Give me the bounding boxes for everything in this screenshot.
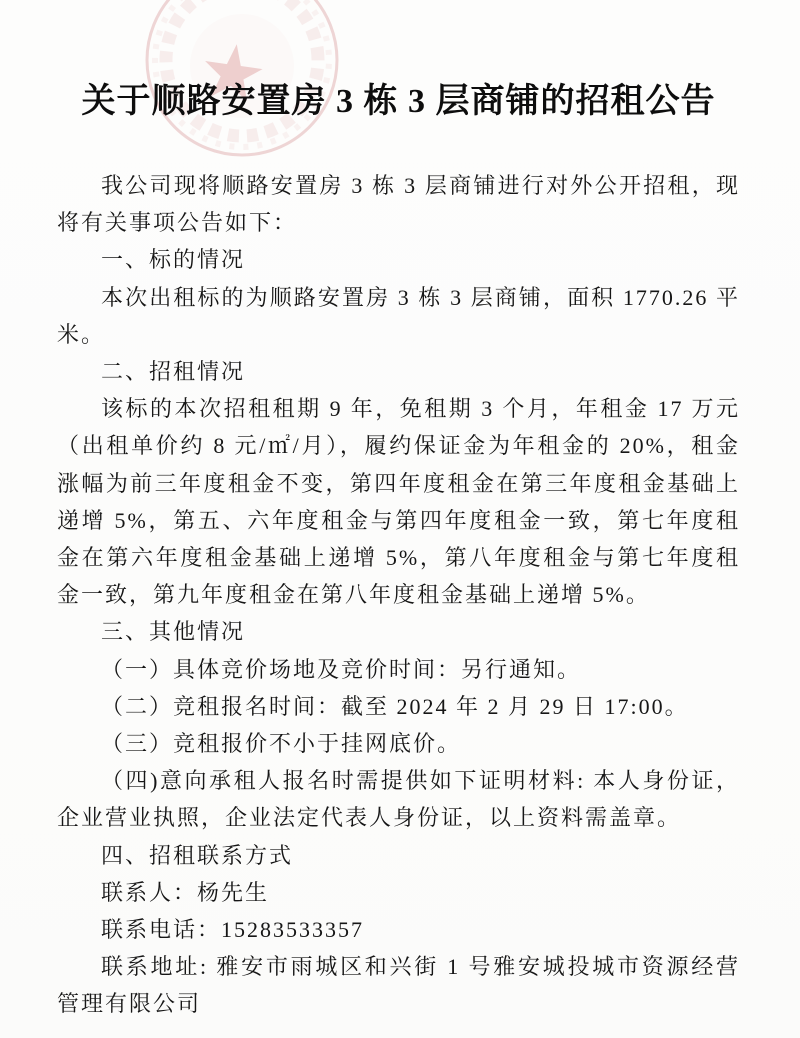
document-paragraph-9: （三）竞租报价不小于挂网底价。	[101, 731, 462, 757]
document-paragraph-6: 三、其他情况	[101, 619, 246, 645]
document-paragraph-4: 二、招租情况	[101, 359, 246, 385]
document-paragraph-3: 本次出租标的为顺路安置房 3 栋 3 层商铺，面积 1770.26 平米。	[57, 284, 740, 347]
document-paragraph-13: 联系电话：15283533357	[101, 917, 365, 943]
document-paragraph-12: 联系人：杨先生	[101, 879, 270, 905]
document-body	[57, 167, 740, 1023]
document-paragraph-10: （四)意向承租人报名时需提供如下证明材料: 本人身份证，企业营业执照，企业法定代表人身份证，以上资料需盖章。	[57, 768, 740, 831]
document-paragraph-7: （一）具体竞价场地及竞价时间：另行通知。	[101, 656, 582, 682]
document-paragraph-2: 一、标的情况	[101, 247, 246, 273]
document-paragraph-8: （二）竞租报名时间：截至 2024 年 2 月 29 日 17:00。	[101, 693, 689, 719]
document-paragraph-1: 我公司现将顺路安置房 3 栋 3 层商铺进行对外公开招租，现将有关事项公告如下：	[57, 173, 740, 236]
seal-outer-ring	[147, 0, 337, 155]
document-paragraph-5: 该标的本次招租租期 9 年，免租期 3 个月，年租金 17 万元（出租单价约 8 元/㎡/月），履约保证金为年租金的 20%，租金涨幅为前三年度租金不变，第四年度租金在第三年度租金基础上递增 5%，第五、六年度租金与第四年度租金一致，第七年度租金在第六年度租金基础上递增 5%，第八年度租金与第七年度租金一致，第九年度租金在第八年度租金基础上递增 5%。	[57, 396, 741, 608]
document-paragraph-11: 四、招租联系方式	[101, 842, 294, 868]
document-paragraph-14: 联系地址: 雅安市雨城区和兴街 1 号雅安城投城市资源经营管理有限公司	[57, 954, 740, 1017]
document-title: 关于顺路安置房 3 栋 3 层商铺的招租公告	[81, 83, 716, 120]
